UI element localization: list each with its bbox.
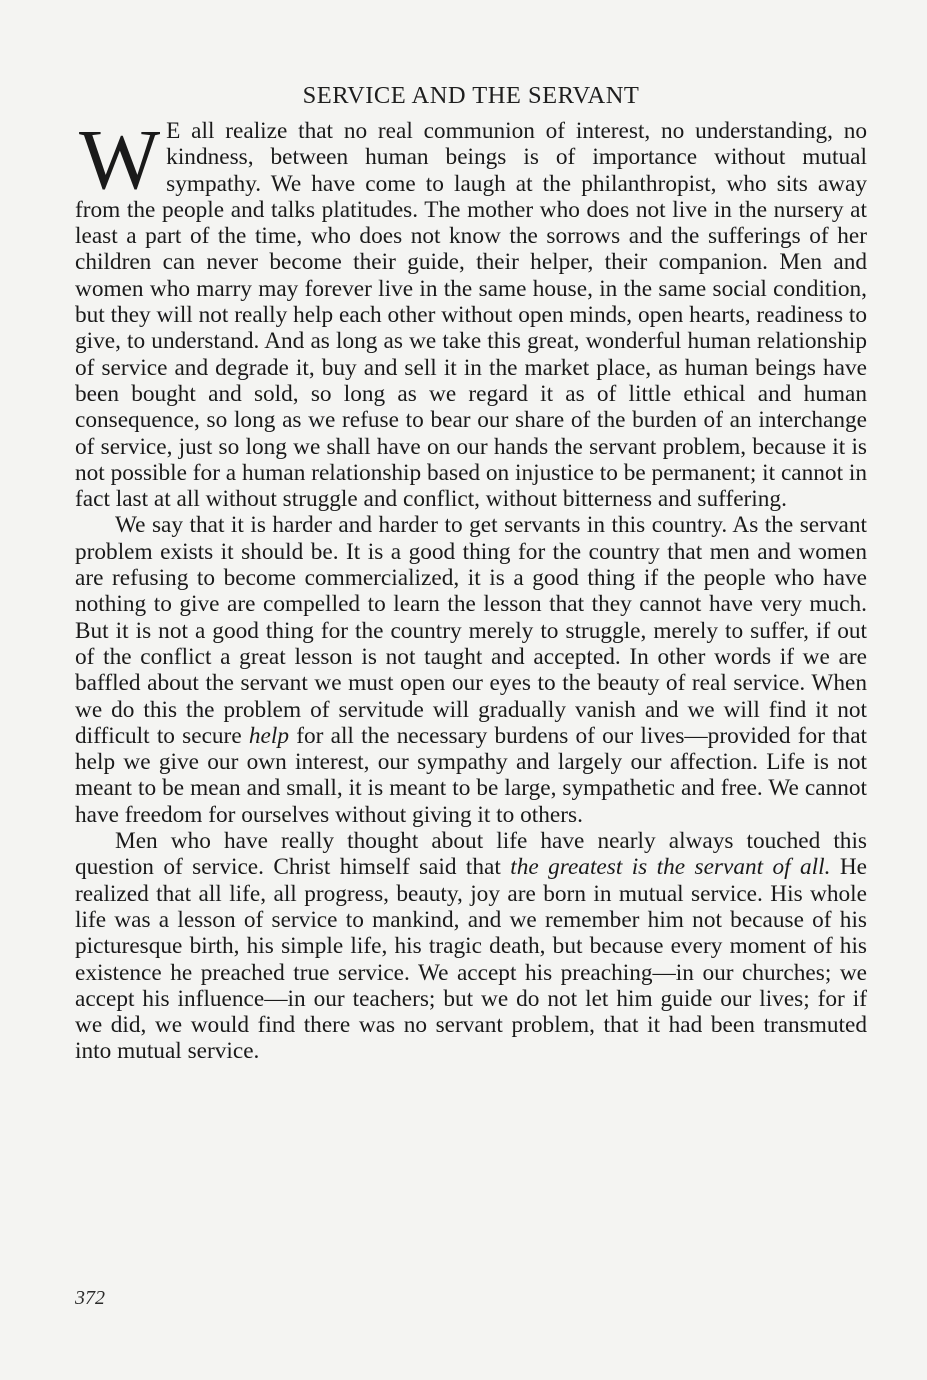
paragraph-1-text: E all realize that no real communion of interest, no understanding, no kindness, between human beings is of importance without mutual sympathy. We have come to laugh at the philanthropist, who sits away from the people and talks platitudes. The mother who does not live in the nursery at least a part of the time, who does not know the sorrows and the sufferings of her children can never become their guide, their helper, their companion. Men and women who marry may forever live in the same house, in the same social condition, but they will not really help each other without open minds, open hearts, readiness to give, to understand. And as long as we take this great, wonderful human relationship of service and degrade it, buy and sell it in the market place, as human beings have been bought and sold, so long as we regard it as of little ethical and human consequence, so long as we refuse to bear our share of the burden of an interchange of service, just so long we shall have on our hands the servant problem, because it is not possible for a human relationship based on injustice to be permanent; it cannot in fact last at all without struggle and conflict, without bitterness and suffering. (75, 118, 867, 513)
paragraph-2 (75, 512, 867, 828)
body-text (75, 111, 868, 1065)
drop-cap: W (79, 111, 161, 207)
paragraph-3-text-start: Men who have really thought about life have nearly always touched this question of service. Christ himself said that (75, 828, 867, 881)
paragraph-3 (75, 828, 867, 1065)
page-number: 372 (75, 1287, 105, 1309)
paragraph-1 (75, 111, 867, 513)
paragraph-2-text-start: We say that it is harder and harder to get servants in this country. As the servant problem exists it should be. It is a good thing for the country that men and women are refusing to become commercialized, it is a good thing if the people who have nothing to give are compelled to learn the lesson that they cannot have very much. But it is not a good thing for the country merely to struggle, merely to suffer, if out of the conflict a great lesson is not taught and accepted. In other words if we are baffled about the servant we must open our eyes to the beauty of real service. When we do this the problem of servitude will gradually vanish and we will find it not difficult to secure (75, 512, 867, 749)
chapter-title: SERVICE AND THE SERVANT (302, 82, 640, 109)
emphasized-help: help (248, 722, 290, 749)
book-page (75, 82, 867, 1065)
paragraph-2-text-end: for all the necessary burdens of our lives—provided for that help we give our own interest, our sympathy and largely our affection. Life is not meant to be mean and small, it is meant to be large, sympathetic and free. We cannot have freedom for ourselves without giving it to others. (75, 722, 868, 828)
scripture-quote: the greatest is the servant of all. (510, 854, 831, 881)
paragraph-3-text-end: He realized that all life, all progress, beauty, joy are born in mutual service. His whole life was a lesson of service to mankind, and we remember him not because of his picturesque birth, his simple life, his tragic death, but because every moment of his existence he preached true service. We accept his preaching—in our churches; we accept his influence—in our teachers; but we do not let him guide our lives; for if we did, we would find there was no servant problem, that it had been transmuted into mutual service. (75, 854, 868, 1065)
